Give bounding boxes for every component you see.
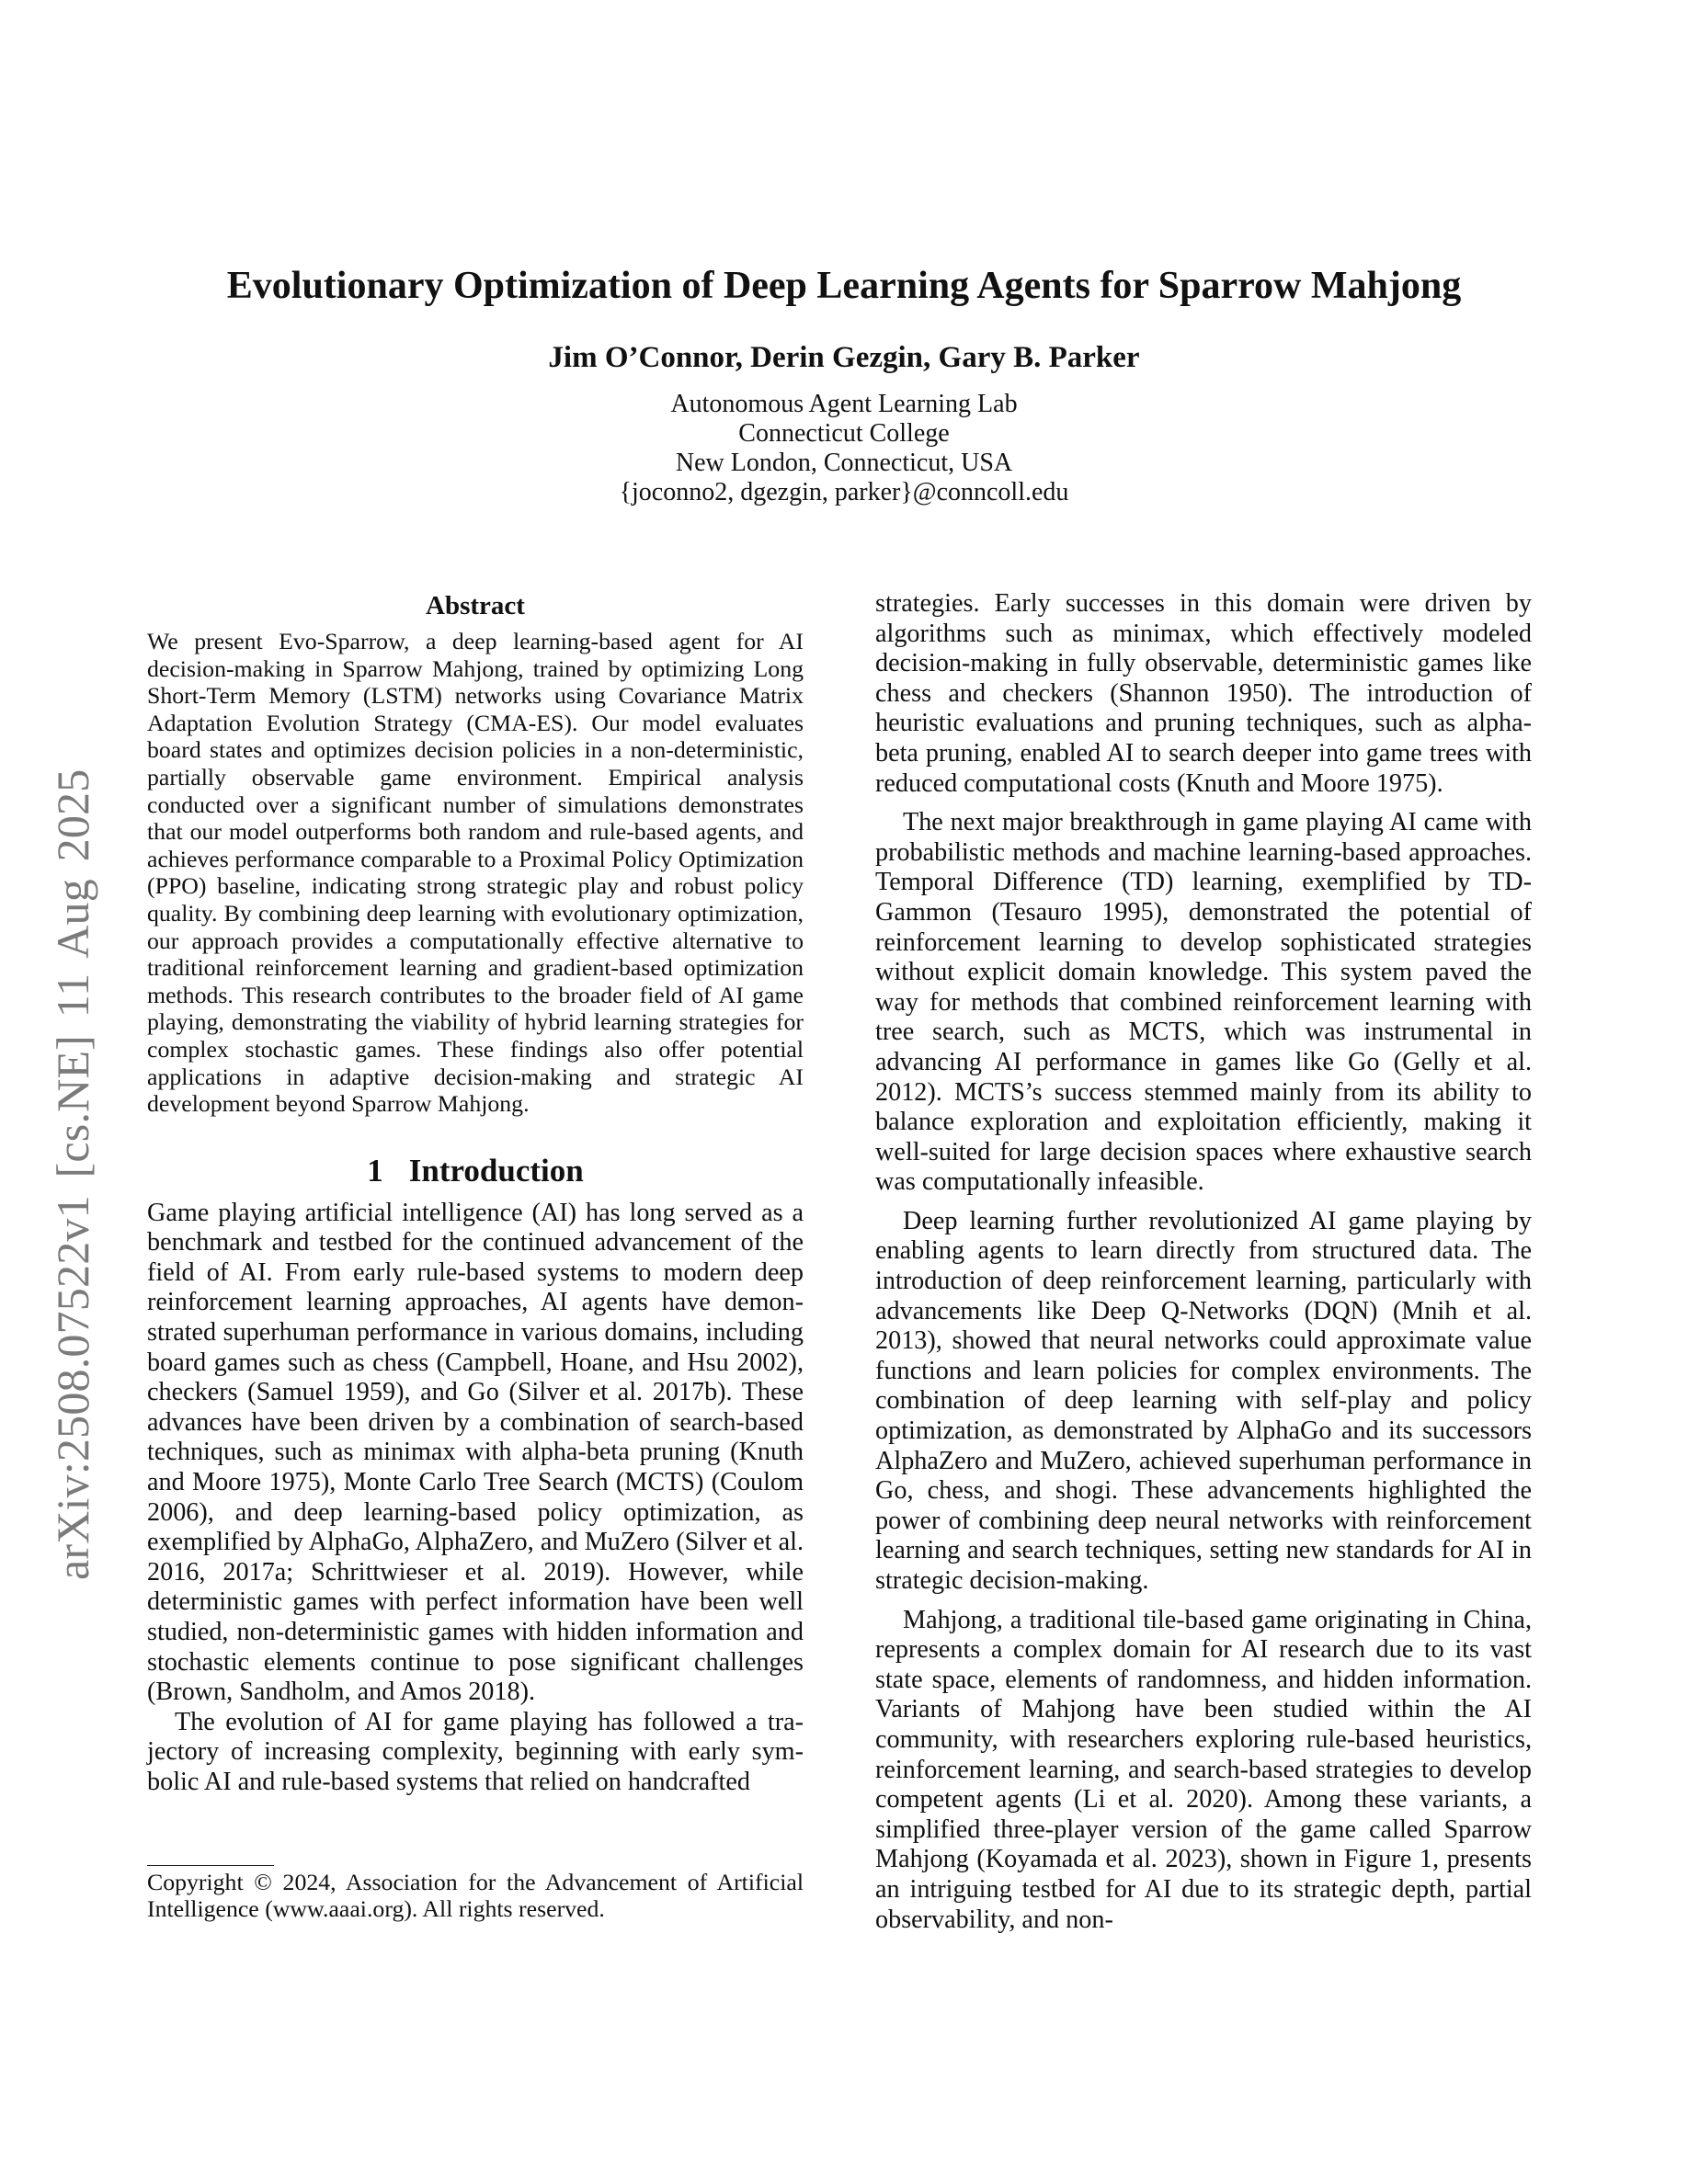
abstract-heading: Abstract [426,591,525,620]
intro-paragraph-1: Game playing artificial intelligence (AI) has long served as a benchmark and testbed for the continued advancement of the field of AI. From early rule-based systems to modern deep reinforcement learning approaches, AI agents have demonstrated superhuman performance in various domains, including board games such as chess (Campbell, Hoane, and Hsu 2002), checkers (Samuel 1959), and Go (Silver et al. 2017b). These advances have been driven by a combination of search-based techniques, such as minimax with alpha-beta pruning (Knuth and Moore 1975), Monte Carlo Tree Search (MCTS) (Coulom 2006), and deep learning-based policy optimization, as exemplified by AlphaGo, AlphaZero, and MuZero (Silver et al. 2016, 2017a; Schrittwieser et al. 2019). However, while deterministic games with perfect information have been well studied, non-deterministic games with hidden information and stochastic elements continue to pose significant challenges (Brown, Sandholm, and Amos 2018). [147,1198,804,1707]
affiliation-college: Connecticut College [738,419,950,448]
left-column [147,589,804,1798]
affiliation-emails[interactable]: {joconno2, dgezgin, parker}@conncoll.edu [619,478,1069,506]
paper-authors: Jim O’Connor, Derin Gezgin, Gary B. Parker [548,341,1140,374]
intro-paragraph-2-continued: strategies. Early successes in this domain were driven by algorithms such as minimax, which effectively modeled decision-making in fully observable, deterministic games like chess and checkers (Shannon 1950). The introduction of heuristic evaluations and pruning techniques, such as alpha-beta pruning, enabled AI to search deeper into game trees with reduced computational costs (Knuth and Moore 1975). [875,589,1532,798]
affiliation-lab: Autonomous Agent Learning Lab [670,390,1018,418]
section-title: Introduction [408,1152,584,1189]
intro-paragraph-2: The evolution of AI for game playing has followed a trajectory of increasing complexity, beginning with early symbolic AI and rule-based systems that relied on handcrafted [147,1707,804,1796]
paper-title: Evolutionary Optimization of Deep Learning Agents for Sparrow Mahjong [226,265,1462,307]
affiliation-location: New London, Connecticut, USA [675,449,1013,477]
right-column [875,589,1532,1935]
copyright-footnote: Copyright © 2024, Association for the Advancement of Artificial Intelligence (www.aaai.org). All rights reserved. [147,1869,804,1923]
intro-paragraph-4: Deep learning further revolutionized AI game playing by enabling agents to learn directly from structured data. The introduction of deep reinforcement learning, particularly with advancements like Deep Q-Networks (DQN) (Mnih et al. 2013), showed that neural networks could approximate value functions and learn policies for complex environments. The combination of deep learning with self-play and policy optimization, as demonstrated by AlphaGo and its successors AlphaZero and MuZero, achieved superhuman performance in Go, chess, and shogi. These advancements highlighted the power of combining deep neural networks with reinforcement learning and search techniques, setting new standards for AI in strategic decision-making. [875,1206,1532,1595]
footnote-rule [147,1865,274,1866]
abstract-text: We present Evo-Sparrow, a deep learning-based agent for AI decision-making in Sparrow Mahjong, trained by optimizing Long Short-Term Memory (LSTM) networks using Covariance Matrix Adaptation Evolution Strategy (CMA-ES). Our model evaluates board states and optimizes decision policies in a non-deterministic, partially observable game environment. Empirical analysis conducted over a significant number of simulations demonstrates that our model outperforms both random and rule-based agents, and achieves performance comparable to a Proximal Policy Optimization (PPO) baseline, indicating strong strategic play and robust policy quality. By combining deep learning with evolutionary optimization, our approach provides a computationally effective alternative to traditional reinforcement learning and gradient-based optimization methods. This research contributes to the broader field of AI game playing, demonstrating the viability of hybrid learning strategies for complex stochastic games. These findings also offer potential applications in adaptive decision-making and strategic AI development beyond Sparrow Mahjong. [147,628,804,1118]
section-number: 1 [367,1152,383,1189]
section-heading-introduction [147,1153,804,1189]
arxiv-identifier: arXiv:2508.07522v1 [cs.NE] 11 Aug 2025 [47,768,98,1580]
intro-paragraph-3: The next major breakthrough in game playing AI came with probabilistic methods and machine learning-based approaches. Temporal Difference (TD) learning, exemplified by TD-Gammon (Tesauro 1995), demonstrated the potential of reinforcement learning to develop sophisticated strategies without explicit domain knowledge. This system paved the way for methods that combined reinforcement learning with tree search, such as MCTS, which was instrumental in advancing AI performance in games like Go (Gelly et al. 2012). MCTS’s success stemmed mainly from its ability to balance exploration and exploitation efficiently, making it well-suited for large decision spaces where exhaustive search was computationally infeasible. [875,808,1532,1197]
affiliation-block [147,390,1541,507]
intro-paragraph-5: Mahjong, a traditional tile-based game originating in China, represents a complex domain for AI research due to its vast state space, elements of randomness, and hidden information. Variants of Mahjong have been studied within the AI community, with researchers exploring rule-based heuristics, reinforcement learning, and search-based strategies to develop competent agents (Li et al. 2020). Among these variants, a simplified three-player version of the game called Sparrow Mahjong (Koyamada et al. 2023), shown in Figure 1, presents an intriguing testbed for AI due to its strategic depth, partial observability, and non- [875,1605,1532,1934]
